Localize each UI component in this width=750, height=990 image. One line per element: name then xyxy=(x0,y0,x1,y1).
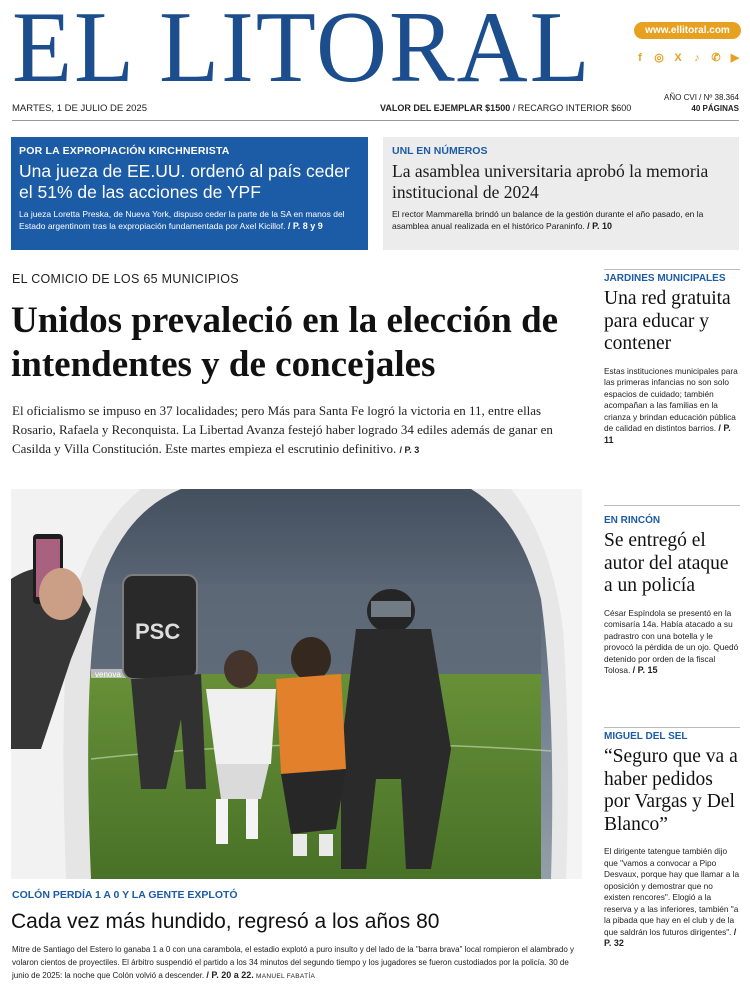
main-body xyxy=(12,401,587,460)
lead-photo xyxy=(11,489,582,879)
header-divider xyxy=(12,120,739,121)
page-count: 40 PÁGINAS xyxy=(691,104,739,113)
sidebar-kicker: EN RINCÓN xyxy=(604,515,661,526)
sidebar-body xyxy=(604,846,740,950)
sidebar-body xyxy=(604,366,740,447)
sidebar-story-del-sel[interactable] xyxy=(604,731,740,950)
social-icons xyxy=(634,52,741,64)
facebook-icon[interactable]: f xyxy=(638,52,642,64)
colon-body xyxy=(12,944,587,984)
ypf-page-ref: / P. 8 y 9 xyxy=(287,221,323,231)
sidebar-body-text: César Espíndola se presentó en la comisaría 14a. Había atacado a su padrastro con una botella y le provocó la pérdida de un ojo. Quedó detenido por orden de la fiscal Tolosa. xyxy=(604,607,739,675)
colon-byline: MANUEL FABATÍA xyxy=(255,973,316,980)
shield-text: PSC xyxy=(135,619,181,644)
price-line xyxy=(380,103,631,113)
sidebar-page-ref: / P. 32 xyxy=(604,926,737,948)
sidebar-page-ref: / P. 15 xyxy=(632,665,658,675)
issue-info xyxy=(664,92,739,114)
sidebar-divider xyxy=(604,269,740,270)
colon-headline[interactable]: Cada vez más hundido, regresó a los años 80 xyxy=(11,910,440,933)
surcharge-label: RECARGO INTERIOR $600 xyxy=(517,103,632,113)
sidebar-body-text: Estas instituciones municipales para las primeras infancias no son solo espacios de cuidado; también acompañan a las familias en la crianza y brindan educación pública de calidad en distintos barrios. xyxy=(604,365,738,433)
unl-kicker: UNL EN NÚMEROS xyxy=(392,145,488,157)
sidebar-story-rincon[interactable] xyxy=(604,515,740,677)
issue-number: AÑO CVI / Nº 38.364 xyxy=(664,93,739,102)
youtube-icon[interactable]: ▶ xyxy=(730,52,740,64)
sidebar-divider xyxy=(604,727,740,728)
masthead-logo: EL LITORAL xyxy=(12,0,592,104)
tiktok-icon[interactable]: ♪ xyxy=(694,52,700,64)
instagram-icon[interactable]: ◎ xyxy=(654,52,664,64)
ypf-headline: Una jueza de EE.UU. ordenó al país ceder el 51% de las acciones de YPF xyxy=(19,161,350,202)
sidebar-story-jardines[interactable] xyxy=(604,273,740,446)
colon-page-ref: / P. 20 a 22. xyxy=(206,970,254,980)
sidebar-kicker: JARDINES MUNICIPALES xyxy=(604,273,726,284)
price-separator: / xyxy=(510,103,518,113)
price-label: VALOR DEL EJEMPLAR $1500 xyxy=(380,103,511,113)
ypf-body-text: La jueza Loretta Preska, de Nueva York, dispuso ceder la parte de la SA en manos del Estado argentinom tras la expropiación fundamentada por Axel Kicillof. xyxy=(19,209,345,231)
unl-body xyxy=(392,208,730,232)
website-badge[interactable]: www.ellitoral.com xyxy=(634,22,741,39)
main-headline[interactable]: Unidos prevaleció en la elección de intendentes y de concejales xyxy=(11,300,559,385)
dateline: MARTES, 1 DE JULIO DE 2025 xyxy=(12,103,147,114)
sidebar-headline: Una red gratuita para educar y contener xyxy=(604,288,731,354)
stadium-scene-illustration xyxy=(11,489,582,879)
main-kicker: EL COMICIO DE LOS 65 MUNICIPIOS xyxy=(12,272,239,286)
unl-headline: La asamblea universitaria aprobó la memoria institucional de 2024 xyxy=(392,161,709,202)
sidebar-headline: Se entregó el autor del ataque a un policía xyxy=(604,530,729,596)
masthead xyxy=(12,0,612,104)
ypf-teaser[interactable] xyxy=(11,137,368,250)
ypf-kicker: POR LA EXPROPIACIÓN KIRCHNERISTA xyxy=(19,145,230,157)
colon-kicker: COLÓN PERDÍA 1 A 0 Y LA GENTE EXPLOTÓ xyxy=(12,889,238,901)
ypf-body xyxy=(19,208,360,232)
sidebar-headline: “Seguro que va a haber pedidos por Vargas y Del Blanco” xyxy=(604,746,738,835)
unl-body-text: El rector Mammarella brindó un balance de la gestión durante el año pasado, en la asamblea anual realizada en el histórico Paraninfo. xyxy=(392,209,704,231)
sidebar-divider xyxy=(604,505,740,506)
unl-page-ref: / P. 10 xyxy=(587,221,613,231)
main-page-ref: / P. 3 xyxy=(399,445,420,455)
sidebar-body xyxy=(604,608,740,677)
stadium-ad-text: venova xyxy=(95,670,121,679)
sidebar-kicker: MIGUEL DEL SEL xyxy=(604,731,688,742)
sidebar-page-ref: / P. 11 xyxy=(604,423,731,445)
whatsapp-icon[interactable]: ✆ xyxy=(711,52,721,64)
x-icon[interactable]: X xyxy=(674,52,682,64)
colon-body-text: Mitre de Santiago del Estero lo ganaba 1 a 0 con una carambola, el estadio explotó a puro insulto y del lado de la "barra brava" local rompieron el alambrado y volaron cientos de proyectiles. El árbitro suspendió el partido a los 34 minutos del segundo tiempo y los jugadores se fueron custodiados por la policía. 30 de junio de 2025: la noche que Colón volvió a descender. xyxy=(12,945,575,980)
main-body-text: El oficialismo se impuso en 37 localidades; pero Más para Santa Fe logró la victoria en 11, entre ellas Rosario, Rafaela y Reconquista. La Libertad Avanza festejó haber logrado 34 ediles además de ganar en Casilda y Villa Constitución. Este martes empieza el escrutinio definitivo. xyxy=(12,403,553,456)
sidebar-body-text: El dirigente tatengue también dijo que "vamos a convocar a Pipo Desvaux, porque hay que llamar a la oposición y demostrar que no existen rencores". Elogió a la reserva y a las inferiores, también "a la pibada que hay en el club y de la que saldrán los futuros dirigentes". xyxy=(604,846,740,937)
unl-teaser[interactable] xyxy=(383,137,739,250)
